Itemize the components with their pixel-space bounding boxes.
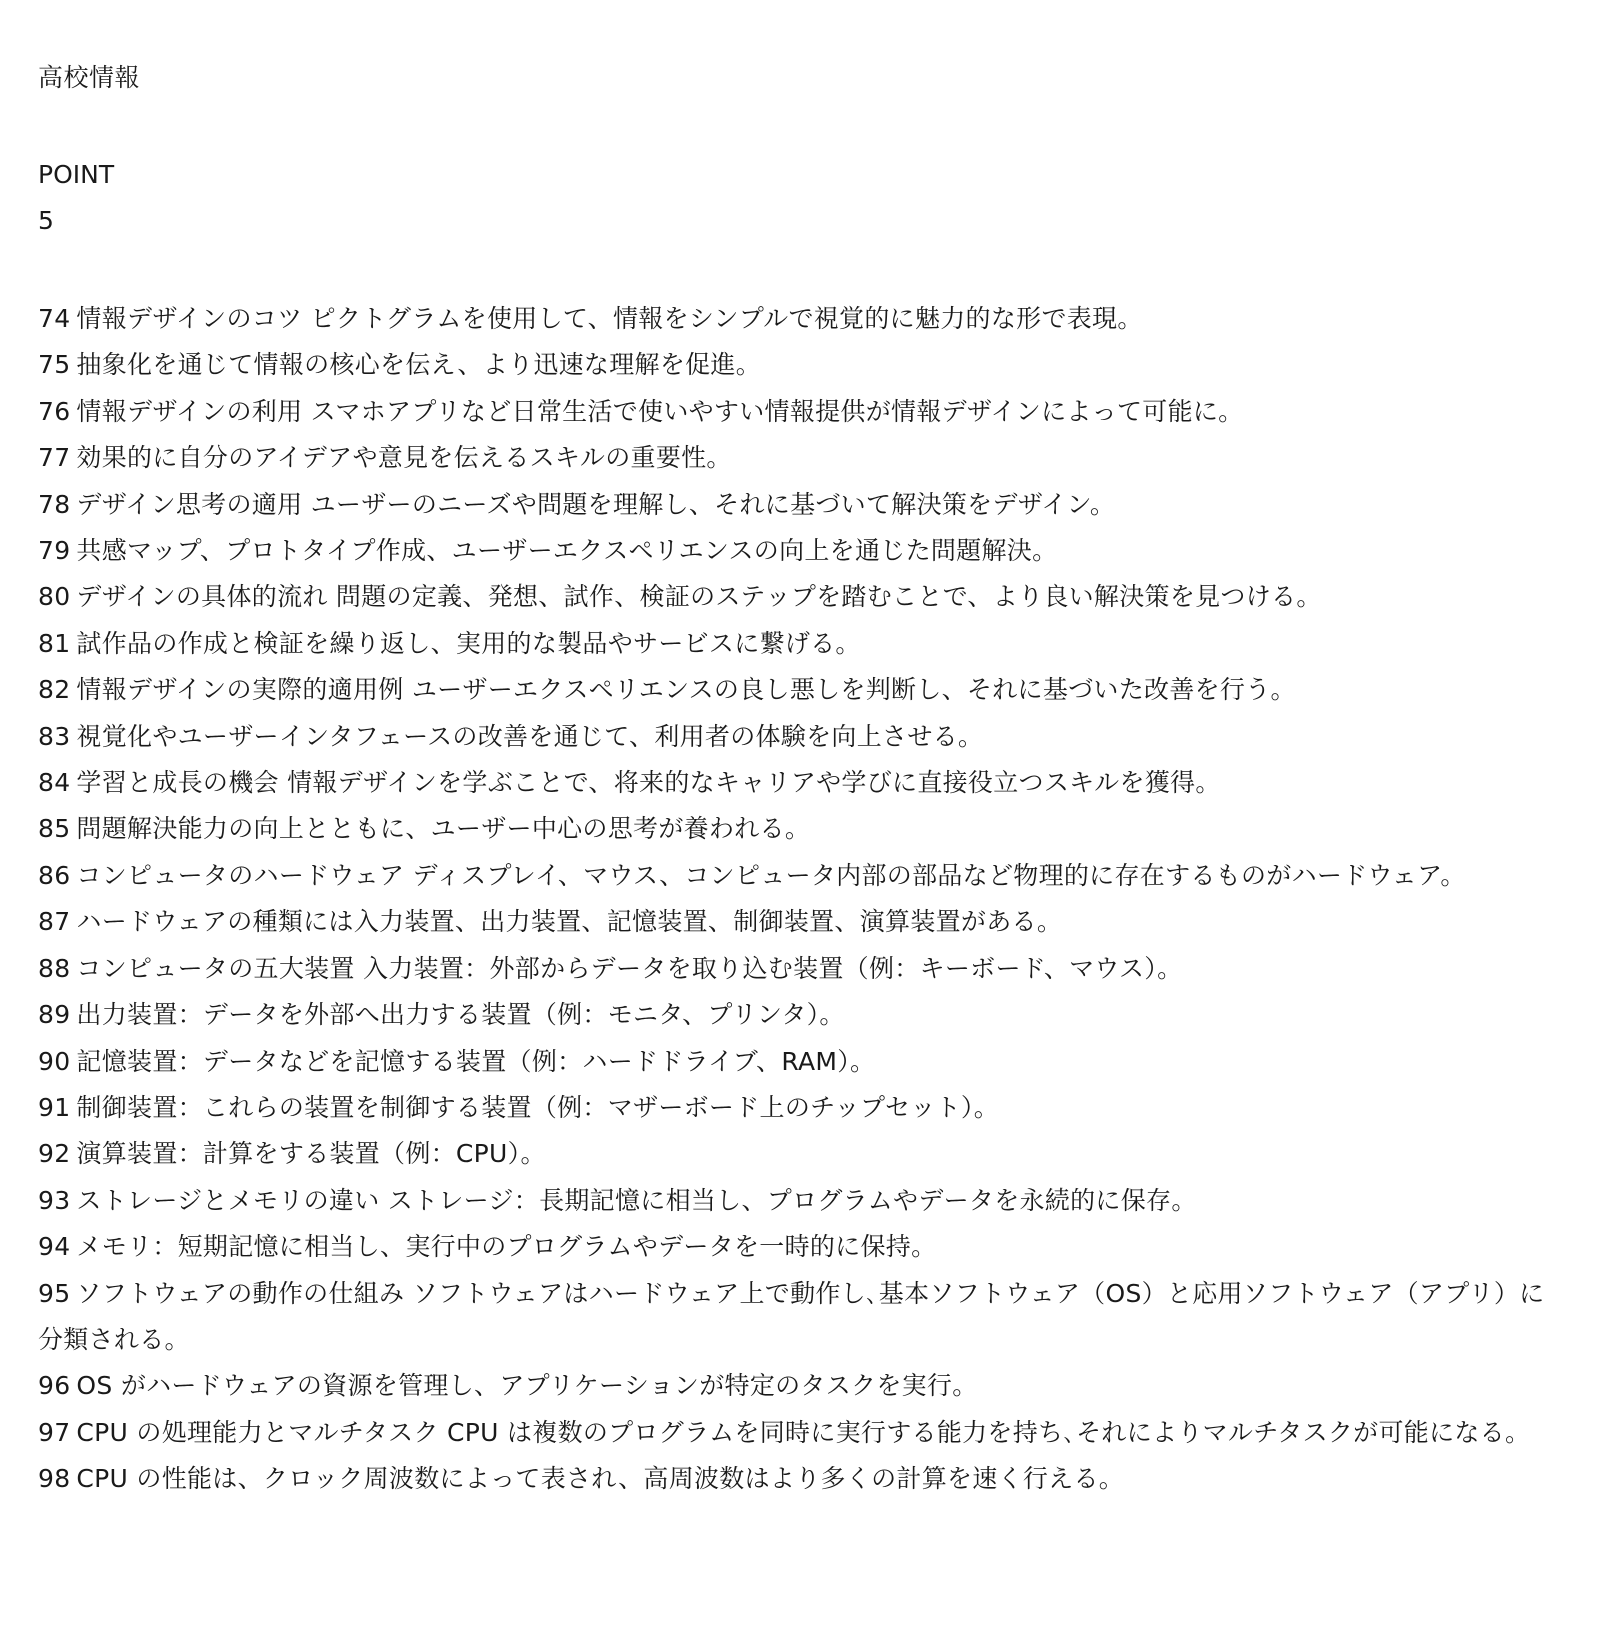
item-number: 81	[38, 628, 71, 658]
document-title: 高校情報	[38, 63, 141, 92]
item-number: 88	[38, 953, 71, 983]
item-text: 情報デザインのコツ ピクトグラムを使用して、情報をシンプルで視覚的に魅力的な形で表現。	[76, 304, 1143, 333]
list-item	[38, 1456, 1564, 1502]
point-list	[38, 296, 1564, 1503]
item-number: 76	[38, 396, 71, 426]
item-text: 問題解決能力の向上とともに、ユーザー中心の思考が養われる。	[76, 814, 811, 844]
item-number: 90	[38, 1046, 71, 1076]
item-number: 80	[38, 582, 71, 612]
item-text: 記憶装置：データなどを記憶する装置（例：ハードドライブ、RAM）。	[76, 1046, 876, 1076]
item-text: デザインの具体的流れ 問題の定義、発想、試作、検証のステップを踏むことで、より良い解決策を見つける。	[76, 582, 1322, 612]
point-number: 5	[38, 206, 54, 235]
item-number: 85	[38, 814, 71, 844]
item-text: コンピュータのハードウェア ディスプレイ、マウス、コンピュータ内部の部品など物理的に存在するものがハードウェア。	[76, 860, 1466, 890]
item-number: 77	[38, 443, 71, 473]
item-text: 学習と成長の機会 情報デザインを学ぶことで、将来的なキャリアや学びに直接役立つスキルを獲得。	[76, 768, 1221, 798]
list-item	[38, 1178, 1564, 1224]
item-text: ストレージとメモリの違い ストレージ：長期記憶に相当し、プログラムやデータを永続的に保存。	[76, 1185, 1197, 1215]
list-item	[38, 1039, 1564, 1085]
item-number: 75	[38, 350, 71, 380]
list-item	[38, 435, 1564, 481]
list-item	[38, 1410, 1564, 1456]
item-number: 87	[38, 907, 71, 937]
item-text: CPU の性能は、クロック周波数によって表され、高周波数はより多くの計算を速く行える。	[76, 1464, 1125, 1494]
item-number: 79	[38, 536, 71, 566]
list-item	[38, 1085, 1564, 1131]
item-number: 91	[38, 1092, 71, 1122]
item-text: ハードウェアの種類には入力装置、出力装置、記憶装置、制御装置、演算装置がある。	[76, 907, 1063, 937]
list-item	[38, 946, 1564, 992]
item-text: 効果的に自分のアイデアや意見を伝えるスキルの重要性。	[76, 443, 732, 473]
list-item	[38, 528, 1564, 574]
item-text: コンピュータの五大装置 入力装置：外部からデータを取り込む装置（例：キーボード、マウス）。	[76, 953, 1183, 983]
item-number: 84	[38, 768, 71, 798]
list-item	[38, 621, 1564, 667]
item-text: メモリ：短期記憶に相当し、実行中のプログラムやデータを一時的に保持。	[76, 1232, 937, 1262]
item-number: 82	[38, 675, 71, 705]
item-text: 出力装置：データを外部へ出力する装置（例：モニタ、プリンタ）。	[76, 1000, 845, 1030]
list-item	[38, 342, 1564, 388]
item-number: 94	[38, 1232, 71, 1262]
list-item	[38, 899, 1564, 945]
list-item	[38, 389, 1564, 435]
item-number: 98	[38, 1464, 71, 1494]
list-item	[38, 806, 1564, 852]
item-number: 74	[38, 304, 71, 333]
item-number: 96	[38, 1371, 71, 1401]
list-item	[38, 296, 1564, 342]
item-text: ソフトウェアの動作の仕組み ソフトウェアはハードウェア上で動作し､基本ソフトウェア（OS）と応用ソフトウェア（アプリ）に分類される。	[38, 1278, 1545, 1354]
item-text: 共感マップ、プロトタイプ作成、ユーザーエクスペリエンスの向上を通じた問題解決。	[76, 536, 1058, 566]
item-number: 78	[38, 489, 71, 519]
list-item	[38, 574, 1564, 620]
item-text: 抽象化を通じて情報の核心を伝え、より迅速な理解を促進。	[76, 350, 762, 380]
item-text: 視覚化やユーザーインタフェースの改善を通じて、利用者の体験を向上させる。	[76, 721, 984, 751]
list-item	[38, 667, 1564, 713]
item-text: CPU の処理能力とマルチタスク CPU は複数のプログラムを同時に実行する能力を持ち､それによりマルチタスクが可能になる。	[76, 1417, 1531, 1447]
item-text: 制御装置：これらの装置を制御する装置（例：マザーボード上のチップセット）。	[76, 1092, 1000, 1122]
list-item	[38, 1224, 1564, 1270]
item-number: 97	[38, 1417, 71, 1447]
list-item	[38, 760, 1564, 806]
list-item	[38, 853, 1564, 899]
item-number: 92	[38, 1139, 71, 1169]
item-number: 83	[38, 721, 71, 751]
item-text: 試作品の作成と検証を繰り返し、実用的な製品やサービスに繋げる。	[76, 628, 861, 658]
item-number: 89	[38, 1000, 71, 1030]
item-text: OS がハードウェアの資源を管理し、アプリケーションが特定のタスクを実行。	[76, 1371, 978, 1401]
list-item	[38, 1271, 1564, 1364]
item-number: 93	[38, 1185, 71, 1215]
list-item	[38, 992, 1564, 1038]
item-text: デザイン思考の適用 ユーザーのニーズや問題を理解し、それに基づいて解決策をデザイン。	[76, 489, 1116, 519]
item-text: 演算装置：計算をする装置（例：CPU）。	[76, 1139, 546, 1169]
item-text: 情報デザインの利用 スマホアプリなど日常生活で使いやすい情報提供が情報デザインによって可能に。	[76, 396, 1244, 426]
item-number: 86	[38, 860, 71, 890]
list-item	[38, 1131, 1564, 1177]
item-text: 情報デザインの実際的適用例 ユーザーエクスペリエンスの良し悪しを判断し、それに基づいた改善を行う。	[76, 675, 1296, 705]
point-label: POINT	[38, 160, 115, 189]
item-number: 95	[38, 1278, 71, 1308]
list-item	[38, 1363, 1564, 1409]
list-item	[38, 482, 1564, 528]
list-item	[38, 714, 1564, 760]
